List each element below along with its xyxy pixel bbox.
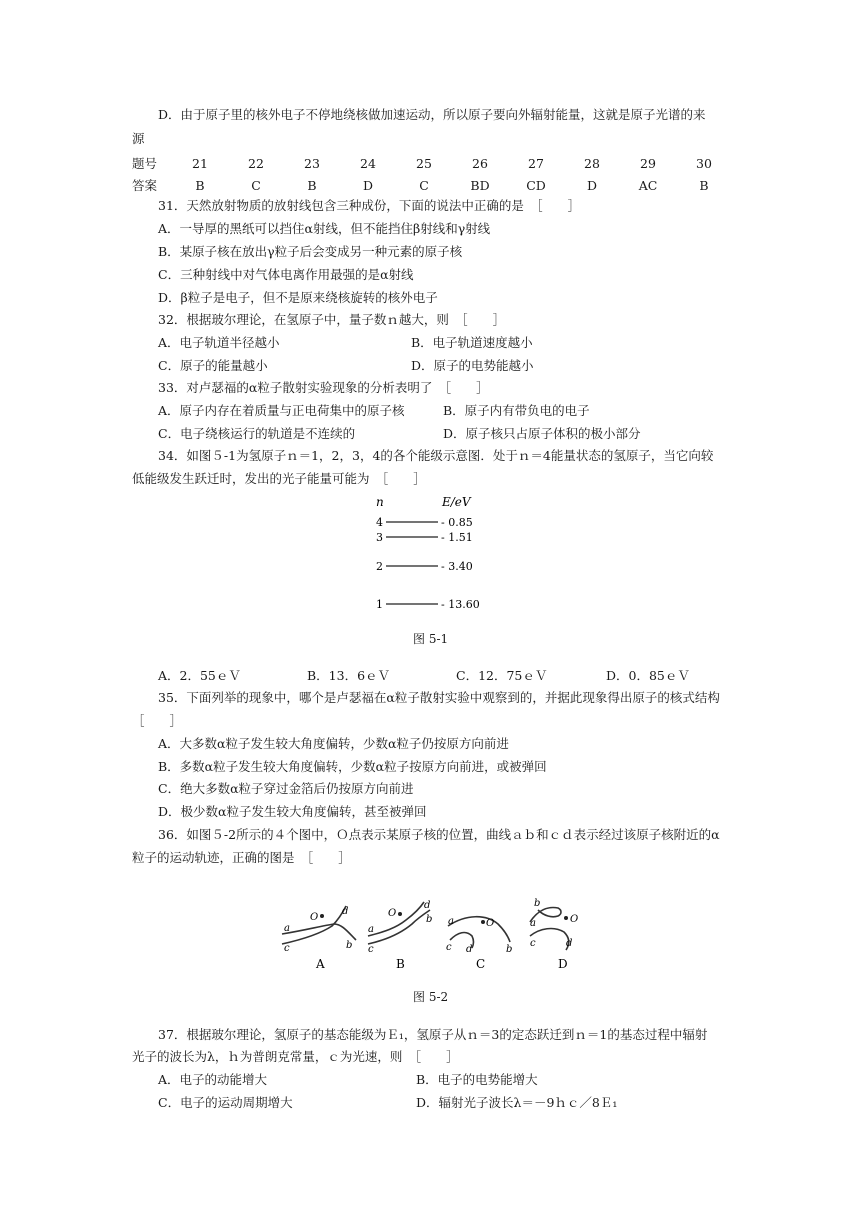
panel-b-label-c: c	[368, 944, 374, 955]
q31-option-d: D．β粒子是电子，但不是原来绕核旋转的核外电子	[158, 290, 438, 305]
n-axis-label: n	[376, 495, 384, 509]
q36-stem-line1: 36．如图５-2所示的４个图中，Ｏ点表示某原子核的位置，曲线ａｂ和ｃｄ表示经过该原子核附近的α	[158, 827, 720, 842]
q35-option-b: B．多数α粒子发生较大角度偏转，少数α粒子按原方向前进，或被弹回	[158, 759, 547, 774]
panel-a-label-c: c	[284, 943, 290, 954]
panel-b-label-o: O	[388, 908, 397, 919]
q31-stem: 31．天然放射物质的放射线包含三种成份，下面的说法中正确的是 ［ ］	[158, 198, 581, 213]
table-number: 30	[696, 155, 712, 171]
table-answer: CD	[526, 177, 546, 193]
q36-stem-line2: 粒子的运动轨迹，正确的图是 ［ ］	[132, 850, 351, 865]
panel-c-label-a: a	[448, 916, 454, 927]
energy-axis-label: E/eV	[442, 495, 471, 509]
panel-b-label-a: a	[368, 924, 374, 935]
level-2-n: 2	[376, 560, 383, 573]
panel-a-caption: A	[316, 957, 325, 971]
panel-a-label-d: d	[342, 906, 349, 917]
q35-stem-line2: ［ ］	[132, 713, 183, 728]
level-3-energy: - 1.51	[441, 531, 473, 544]
panel-c-caption: C	[476, 957, 486, 971]
table-number: 24	[360, 155, 376, 171]
table-answer: BD	[470, 177, 490, 193]
q34-stem-line2: 低能级发生跃迁时，发出的光子能量可能为 ［ ］	[132, 471, 426, 486]
q34-stem-line1: 34．如图５-1为氢原子ｎ＝1，2，3，4的各个能级示意图．处于ｎ＝4能量状态的氢原子，当它向较	[158, 448, 714, 463]
q32-option-d: D．原子的电势能越小	[411, 358, 534, 373]
table-number: 22	[248, 155, 264, 171]
panel-d-label-d: d	[566, 938, 573, 949]
table-answer: C	[251, 177, 261, 193]
q33-option-b: B．原子内有带负电的电子	[443, 403, 590, 418]
level-1-energy: - 13.60	[441, 598, 480, 611]
table-number: 21	[192, 155, 208, 171]
panel-a-label-b: b	[346, 940, 353, 951]
panel-a-label-a: a	[284, 923, 290, 934]
panel-c	[446, 916, 512, 971]
alpha-trajectory-figure	[276, 896, 594, 972]
figure-5-2-caption: 图 5-2	[413, 990, 449, 1004]
q32-option-b: B．电子轨道速度越小	[411, 335, 533, 350]
table-answer: B	[195, 177, 205, 193]
q32-option-a: A．电子轨道半径越小	[158, 335, 280, 350]
q33-stem: 33．对卢瑟福的α粒子散射实验现象的分析表明了 ［ ］	[158, 380, 489, 395]
panel-d-caption: D	[558, 957, 568, 971]
table-answer-label: 答案	[132, 178, 158, 193]
q34-option-a: A．2．55ｅＶ	[158, 668, 241, 683]
q32-option-c: C．原子的能量越小	[158, 358, 268, 373]
q31-option-a: A．一导厚的黑纸可以挡住α射线，但不能挡住β射线和γ射线	[158, 221, 491, 236]
q35-stem-line1: 35．下面列举的现象中，哪个是卢瑟福在α粒子散射实验中观察到的，并据此现象得出原子的核式结构	[158, 690, 720, 705]
q32-stem: 32．根据玻尔理论，在氢原子中，量子数ｎ越大，则 ［ ］	[158, 312, 506, 327]
panel-d-label-o: O	[570, 914, 579, 925]
panel-c-label-b: b	[506, 944, 513, 955]
panel-c-label-c: c	[446, 942, 452, 953]
panel-a	[282, 906, 356, 971]
figure-5-1-caption: 图 5-1	[413, 632, 449, 646]
table-answer: D	[362, 177, 374, 193]
q33-option-d: D．原子核只占原子体积的极小部分	[443, 426, 641, 441]
q37-option-d: D．辐射光子波长λ＝－9ｈｃ／8Ｅ₁	[416, 1095, 618, 1110]
table-answer: D	[586, 177, 598, 193]
level-4-n: 4	[376, 516, 383, 529]
q34-option-d: D．0．85ｅＶ	[606, 668, 690, 683]
panel-d-trajectory-cd	[530, 929, 569, 950]
table-number: 25	[416, 155, 432, 171]
panel-d-label-c: c	[530, 938, 536, 949]
table-number: 26	[472, 155, 488, 171]
q35-option-a: A．大多数α粒子发生较大角度偏转，少数α粒子仍按原方向前进	[158, 736, 509, 751]
q33-option-a: A．原子内存在着质量与正电荷集中的原子核	[158, 403, 405, 418]
panel-d-label-b: b	[534, 898, 541, 909]
answer-table	[132, 152, 732, 196]
q37-option-c: C．电子的运动周期增大	[158, 1095, 293, 1110]
q34-option-c: C．12．75ｅＶ	[456, 668, 548, 683]
panel-d-label-a: a	[530, 918, 536, 929]
q35-option-d: D．极少数α粒子发生较大角度偏转，甚至被弹回	[158, 804, 427, 819]
q31-option-b: B．某原子核在放出γ粒子后会变成另一种元素的原子核	[158, 244, 463, 259]
panel-c-label-d: d	[466, 944, 473, 955]
table-number: 28	[584, 155, 600, 171]
panel-d-nucleus	[564, 916, 568, 920]
q30-option-d-line1: D．由于原子里的核外电子不停地绕核做加速运动，所以原子要向外辐射能量，这就是原子光谱的来	[158, 107, 706, 122]
q37-option-a: A．电子的动能增大	[158, 1072, 268, 1087]
q37-stem-line2: 光子的波长为λ，ｈ为普朗克常量，ｃ为光速，则 ［ ］	[132, 1049, 459, 1064]
q34-option-b: B．13．6ｅＶ	[307, 668, 391, 683]
level-2-energy: - 3.40	[441, 560, 473, 573]
panel-a-label-o: O	[310, 912, 319, 923]
panel-c-trajectory-ab	[448, 917, 510, 942]
energy-level-diagram	[368, 494, 498, 616]
answer-table-number-row	[132, 152, 732, 174]
panel-c-label-o: O	[486, 918, 495, 929]
table-answer: B	[699, 177, 709, 193]
q35-option-c: C．绝大多数α粒子穿过金箔后仍按原方向前进	[158, 781, 414, 796]
panel-c-nucleus	[481, 920, 485, 924]
table-answer: B	[307, 177, 317, 193]
table-header-label: 题号	[132, 156, 158, 171]
q37-stem-line1: 37．根据玻尔理论，氢原子的基态能级为Ｅ₁，氢原子从ｎ＝3的定态跃迁到ｎ＝1的基态过程中辐射	[158, 1027, 708, 1042]
panel-b-label-d: d	[424, 900, 431, 911]
answer-table-answer-row	[132, 174, 732, 196]
panel-b-caption: B	[396, 957, 405, 971]
table-number: 27	[528, 155, 544, 171]
panel-d	[530, 898, 578, 971]
table-number: 29	[640, 155, 656, 171]
table-answer: AC	[638, 177, 658, 193]
q30-option-d-line2: 源	[132, 131, 145, 146]
level-3-n: 3	[376, 531, 383, 544]
q37-option-b: B．电子的电势能增大	[416, 1072, 538, 1087]
panel-a-nucleus	[320, 914, 324, 918]
panel-b-label-b: b	[426, 914, 433, 925]
q33-option-c: C．电子绕核运行的轨道是不连续的	[158, 426, 356, 441]
table-number: 23	[304, 155, 320, 171]
level-1-n: 1	[376, 598, 383, 611]
panel-b-nucleus	[398, 912, 402, 916]
level-4-energy: - 0.85	[441, 516, 473, 529]
table-answer: C	[419, 177, 429, 193]
q31-option-c: C．三种射线中对气体电离作用最强的是α射线	[158, 267, 414, 282]
panel-b	[368, 900, 432, 971]
